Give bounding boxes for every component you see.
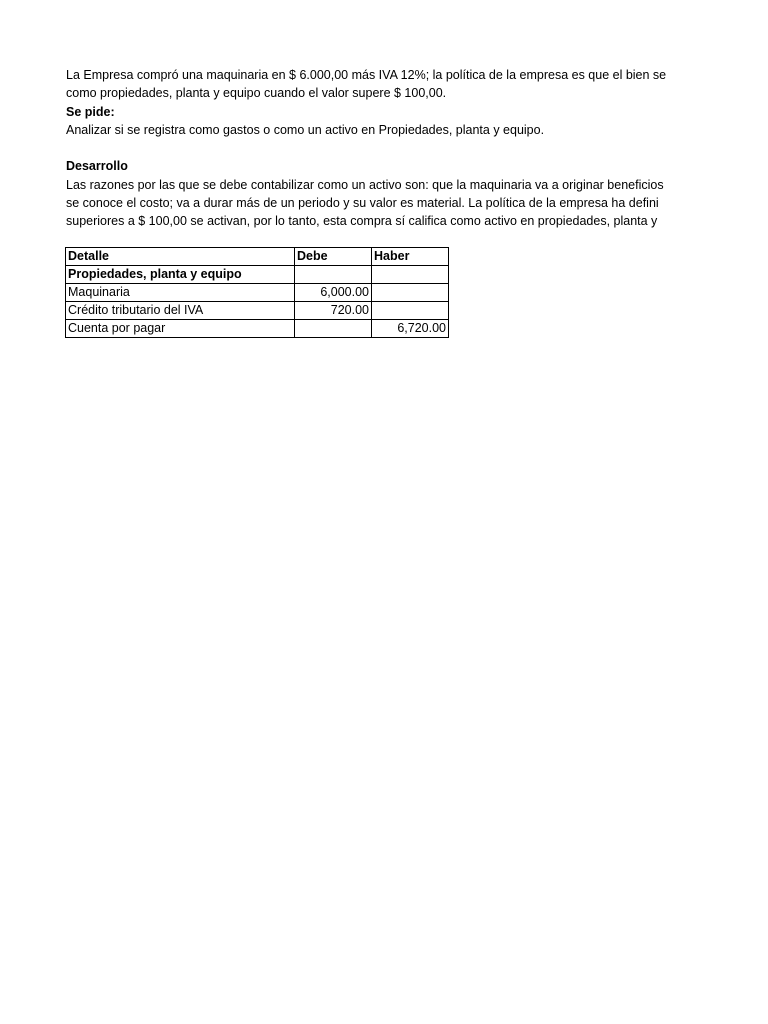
- table-row: [66, 320, 449, 338]
- row-haber: [372, 302, 449, 320]
- row-debe: 720.00: [295, 302, 372, 320]
- development-line-3: superiores a $ 100,00 se activan, por lo tanto, esta compra sí califica como activo en propiedades, planta y: [66, 214, 658, 229]
- row-debe: [295, 320, 372, 338]
- row-detalle: Propiedades, planta y equipo: [66, 266, 295, 284]
- row-detalle: Crédito tributario del IVA: [66, 302, 295, 320]
- table-row: [66, 302, 449, 320]
- journal-entry-table: [65, 247, 449, 338]
- row-detalle: Maquinaria: [66, 284, 295, 302]
- row-haber: [372, 266, 449, 284]
- row-detalle: Cuenta por pagar: [66, 320, 295, 338]
- blank-row: [66, 139, 678, 157]
- table-row: [66, 284, 449, 302]
- header-debe: Debe: [295, 248, 372, 266]
- header-detalle: Detalle: [66, 248, 295, 266]
- statement-line-1: La Empresa compró una maquinaria en $ 6.000,00 más IVA 12%; la política de la empresa es que el bien se: [66, 68, 667, 82]
- header-haber: Haber: [372, 248, 449, 266]
- task-text: Analizar si se registra como gastos o como un activo en Propiedades, planta y equipo.: [66, 122, 545, 137]
- worksheet-text: [66, 66, 678, 231]
- row-haber: [372, 284, 449, 302]
- se-pide-label: Se pide:: [66, 104, 115, 119]
- row-debe: 6,000.00: [295, 284, 372, 302]
- development-line-1: Las razones por las que se debe contabilizar como un activo son: que la maquinaria va a originar beneficios: [66, 177, 664, 192]
- table-header-row: [66, 248, 449, 266]
- statement-line-2: como propiedades, planta y equipo cuando el valor supere $ 100,00.: [66, 86, 447, 101]
- row-debe: [295, 266, 372, 284]
- development-heading: Desarrollo: [66, 159, 128, 174]
- row-haber: 6,720.00: [372, 320, 449, 338]
- table-row: [66, 266, 449, 284]
- development-line-2: se conoce el costo; va a durar más de un periodo y su valor es material. La política de la empresa ha defini: [66, 196, 659, 211]
